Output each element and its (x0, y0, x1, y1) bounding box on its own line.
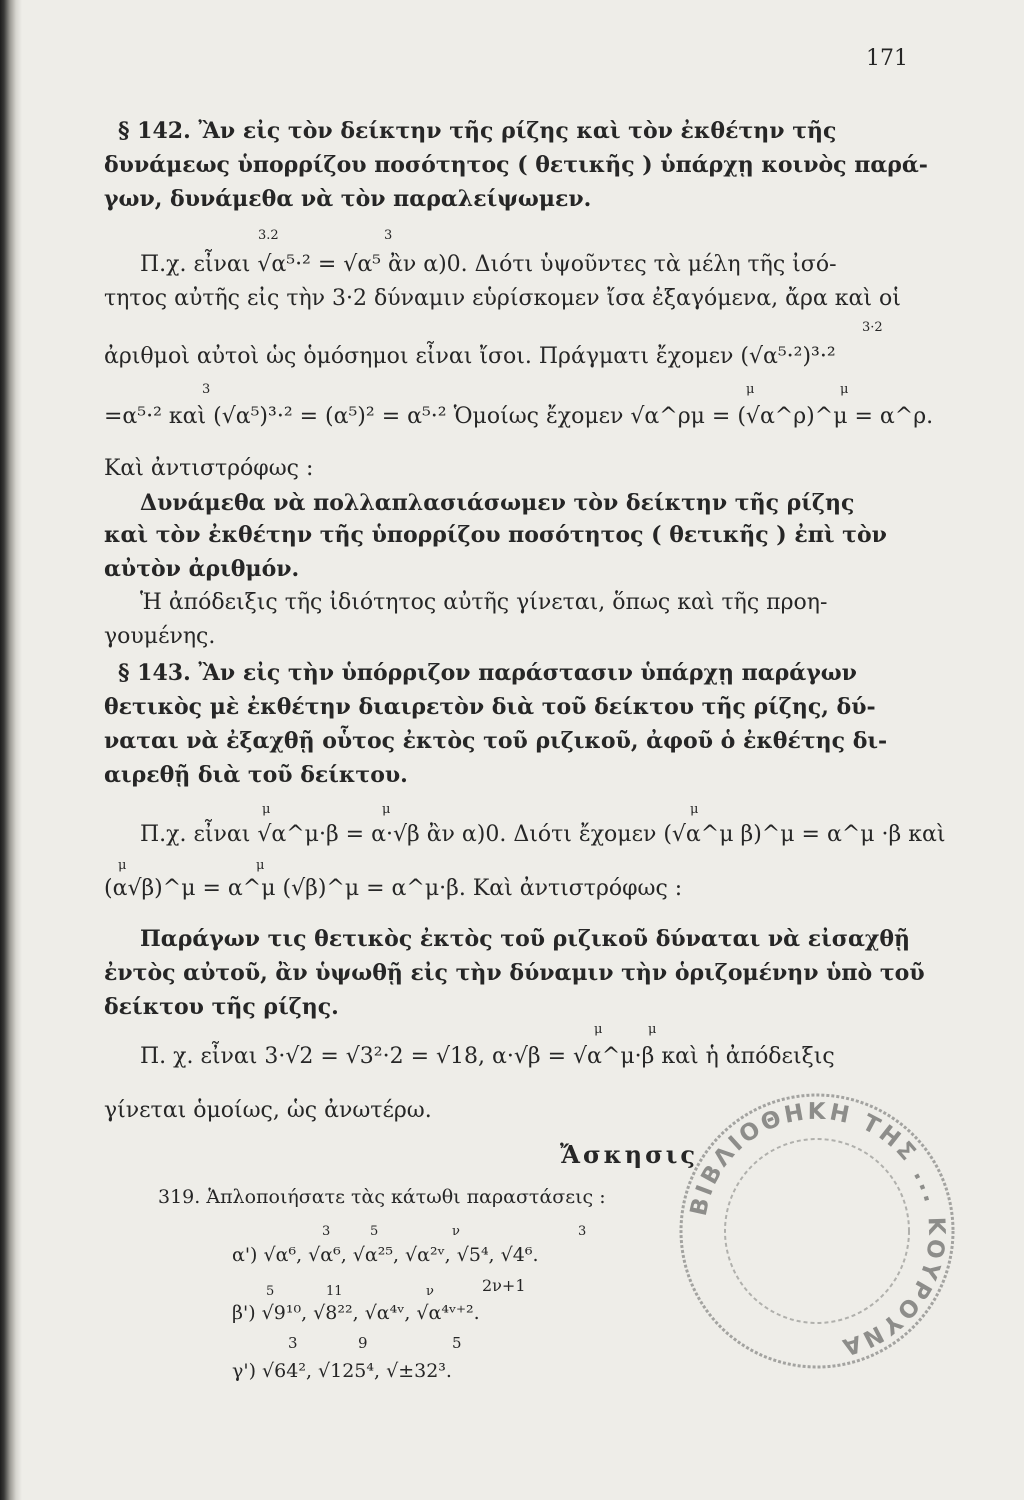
exercise-319-instruction: 319. Ἁπλοποιήσατε τὰς κάτωθι παραστάσεις : (158, 1186, 606, 1208)
root-index-3: 3 (578, 1224, 587, 1239)
example-142-line-2: τητος αὐτῆς εἰς τὴν 3·2 δύναμιν εὑρίσκομεν ἴσα ἐξαγόμενα, ἄρα καὶ οἱ (104, 286, 901, 311)
library-stamp (676, 1090, 958, 1372)
example-142-line-4: =α⁵·² καὶ (√α⁵)³·² = (α⁵)² = α⁵·² Ὁμοίως ἔχομεν √α^ρμ = (√α^ρ)^μ = α^ρ. (104, 404, 934, 429)
proof-note-line-2: γουμένης. (104, 624, 216, 649)
section-143-line-3: ναται νὰ ἐξαχθῇ οὗτος ἐκτὸς τοῦ ριζικοῦ, ἀφοῦ ὁ ἐκθέτης δι- (104, 728, 888, 754)
section-142-line-1: § 142. Ἂν εἰς τὸν δείκτην τῆς ρίζης καὶ τὸν ἐκθέτην τῆς (118, 118, 837, 144)
root-index-9: 9 (358, 1334, 368, 1352)
root-index-mu: μ (648, 1022, 657, 1037)
root-index-3-2: 3.2 (258, 228, 279, 243)
root-index-nu: ν (452, 1224, 460, 1239)
exercise-row-a (232, 1244, 539, 1266)
exercise-row-a-label: α') (232, 1244, 258, 1266)
root-index-5: 5 (370, 1224, 379, 1239)
page-binding-edge (0, 0, 22, 1500)
example-142-line-1: Π.χ. εἶναι √α⁵·² = √α⁵ ἂν α)0. Διότι ὑψοῦντες τὰ μέλη τῆς ἰσό- (140, 252, 837, 277)
root-index-2nu-plus-1: 2ν+1 (482, 1276, 526, 1295)
proof-note-line-1: Ἡ ἀπόδειξις τῆς ἰδιότητος αὐτῆς γίνεται, ὅπως καὶ τῆς προη- (140, 590, 828, 615)
rule-1-line-2: καὶ τὸν ἐκθέτην τῆς ὑπορρίζου ποσότητος ( θετικῆς ) ἐπὶ τὸν (104, 522, 887, 548)
exercise-row-c-items: √64², √125⁴, √±32³. (262, 1360, 452, 1382)
rule-2-line-3: δείκτου τῆς ρίζης. (104, 994, 339, 1020)
root-index-3: 3 (384, 228, 393, 243)
example-143-line-2: (α√β)^μ = α^μ (√β)^μ = α^μ·β. Καὶ ἀντιστρόφως : (104, 876, 683, 901)
section-142-line-3: γων, δυνάμεθα νὰ τὸν παραλείψωμεν. (104, 186, 592, 212)
root-index-mu: μ (118, 858, 127, 873)
example-142-line-3: ἀριθμοὶ αὐτοὶ ὡς ὁμόσημοι εἶναι ἴσοι. Πράγματι ἔχομεν (√α⁵·²)³·² (104, 344, 836, 369)
rule-2-line-1: Παράγων τις θετικὸς ἐκτὸς τοῦ ριζικοῦ δύναται νὰ εἰσαχθῇ (140, 926, 911, 952)
section-143-line-1: § 143. Ἂν εἰς τὴν ὑπόρριζον παράστασιν ὑπάρχῃ παράγων (118, 660, 857, 686)
root-index-mu: μ (256, 858, 265, 873)
exercise-row-c (232, 1360, 452, 1382)
exercise-row-c-label: γ') (232, 1360, 256, 1382)
root-index-mu: μ (262, 802, 271, 817)
root-index-11: 11 (326, 1284, 343, 1299)
section-142-line-2: δυνάμεως ὑπορρίζου ποσότητος ( θετικῆς ) ὑπάρχῃ κοινὸς παρά- (104, 152, 928, 178)
stamp-text: ΒΙΒΛΙΟΘΗΚΗ ΤΗΣ ... ΚΟΥΡΟΥΝΑ (685, 1098, 950, 1361)
rule-1-line-3: αὐτὸν ἀριθμόν. (104, 556, 300, 582)
root-index-3: 3 (322, 1224, 331, 1239)
section-143-line-2: θετικὸς μὲ ἐκθέτην διαιρετὸν διὰ τοῦ δείκτου τῆς ρίζης, δύ- (104, 694, 876, 720)
exercises-heading: Ἄσκησις (560, 1140, 699, 1169)
root-index-mu: μ (746, 382, 755, 397)
converse-line: Καὶ ἀντιστρόφως : (104, 456, 314, 481)
root-index-mu: μ (594, 1022, 603, 1037)
root-index-5: 5 (266, 1284, 275, 1299)
root-index-nu: ν (426, 1284, 434, 1299)
example-143-line-1: Π.χ. εἶναι √α^μ·β = α·√β ἂν α)0. Διότι ἔχομεν (√α^μ β)^μ = α^μ ·β καὶ (140, 822, 946, 847)
rule-1-line-1: Δυνάμεθα νὰ πολλαπλασιάσωμεν τὸν δείκτην τῆς ρίζης (140, 490, 855, 516)
root-index-mu: μ (690, 802, 699, 817)
section-143-line-4: αιρεθῇ διὰ τοῦ δείκτου. (104, 762, 408, 788)
exercise-row-b-label: β') (232, 1302, 256, 1324)
root-index-mu: μ (840, 382, 849, 397)
root-index-3-2: 3·2 (862, 320, 883, 335)
exercise-row-a-items: √α⁶, √α⁶, √α²⁵, √α²ᵛ, √5⁴, √4⁶. (263, 1244, 539, 1266)
exercise-row-b (232, 1302, 480, 1324)
root-index-5: 5 (452, 1334, 462, 1352)
root-index-3: 3 (288, 1334, 298, 1352)
page-number: 171 (866, 46, 908, 71)
rule-2-line-2: ἐντὸς αὐτοῦ, ἂν ὑψωθῇ εἰς τὴν δύναμιν τὴν ὁριζομένην ὑπὸ τοῦ (104, 960, 925, 986)
root-index-3: 3 (202, 382, 211, 397)
root-index-mu: μ (382, 802, 391, 817)
exercise-row-b-items: √9¹⁰, √8²², √α⁴ᵛ, √α⁴ᵛ⁺². (261, 1302, 480, 1324)
example-143b-line-2: γίνεται ὁμοίως, ὡς ἀνωτέρω. (104, 1098, 432, 1123)
example-143b-line-1: Π. χ. εἶναι 3·√2 = √3²·2 = √18, α·√β = √α^μ·β καὶ ἡ ἀπόδειξις (140, 1044, 835, 1069)
